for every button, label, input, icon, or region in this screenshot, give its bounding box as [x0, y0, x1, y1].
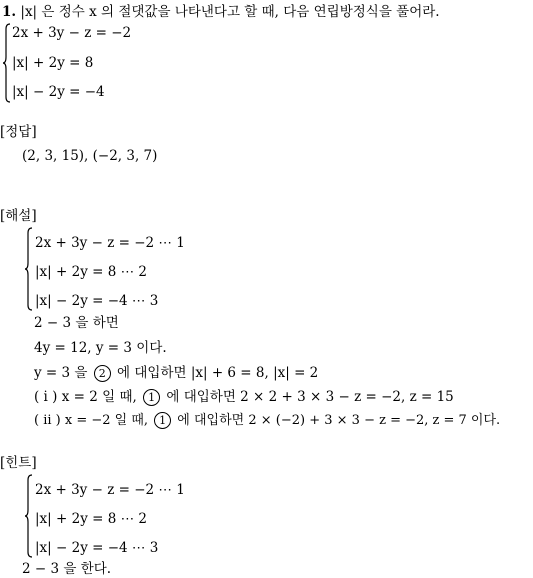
solution-line-4-post: 에 대입하면 2 × 2 + 3 × 3 − z = −2, z = 15: [162, 389, 454, 405]
solution-line-5-post: 에 대입하면 2 × (−2) + 3 × 3 − z = −2, z = 7 이다.: [173, 413, 501, 428]
problem-number: 1.: [2, 4, 17, 20]
answer-text: (2, 3, 15), (−2, 3, 7): [22, 148, 158, 164]
solution-line-1: 2 − 3 을 하면: [34, 315, 119, 331]
solution-line-5: [34, 412, 500, 430]
solution-brace: [25, 227, 33, 311]
solution-line-5-pre: ( ii ) x = −2 일 때,: [34, 413, 153, 428]
problem-statement-line: [2, 3, 440, 21]
problem-brace: [3, 23, 11, 103]
problem-eq-1: 2x + 3y − z = −2: [12, 25, 132, 41]
hint-closing: 2 − 3 을 한다.: [22, 561, 112, 577]
solution-line-3-post: 에 대입하면 |x| + 6 = 8, |x| = 2: [112, 365, 319, 381]
solution-eq-3: |x| − 2y = −4 ⋯ 3: [35, 293, 159, 309]
solution-line-4-pre: ( i ) x = 2 일 때,: [34, 389, 142, 405]
solution-eq-2: |x| + 2y = 8 ⋯ 2: [35, 264, 147, 280]
problem-eq-3: |x| − 2y = −4: [12, 84, 105, 100]
solution-line-4: [34, 388, 454, 406]
answer-heading: [정답]: [0, 124, 37, 140]
circled-number: 1: [143, 389, 160, 406]
hint-heading: [힌트]: [0, 455, 37, 471]
hint-eq-1: 2x + 3y − z = −2 ⋯ 1: [35, 482, 185, 498]
circled-number: 2: [94, 365, 111, 382]
solution-line-2: 4y = 12, y = 3 이다.: [34, 340, 167, 356]
hint-brace: [25, 474, 33, 558]
solution-heading: [해설]: [0, 208, 37, 224]
solution-eq-1: 2x + 3y − z = −2 ⋯ 1: [35, 235, 185, 251]
circled-number: 1: [154, 412, 171, 429]
solution-line-3-pre: y = 3 을: [34, 365, 92, 381]
solution-line-3: [34, 364, 318, 382]
problem-eq-2: |x| + 2y = 8: [12, 55, 94, 71]
hint-eq-3: |x| − 2y = −4 ⋯ 3: [35, 540, 159, 556]
problem-statement: |x| 은 정수 x 의 절댓값을 나타낸다고 할 때, 다음 연립방정식을 풀어라.: [20, 4, 440, 20]
hint-eq-2: |x| + 2y = 8 ⋯ 2: [35, 511, 147, 527]
